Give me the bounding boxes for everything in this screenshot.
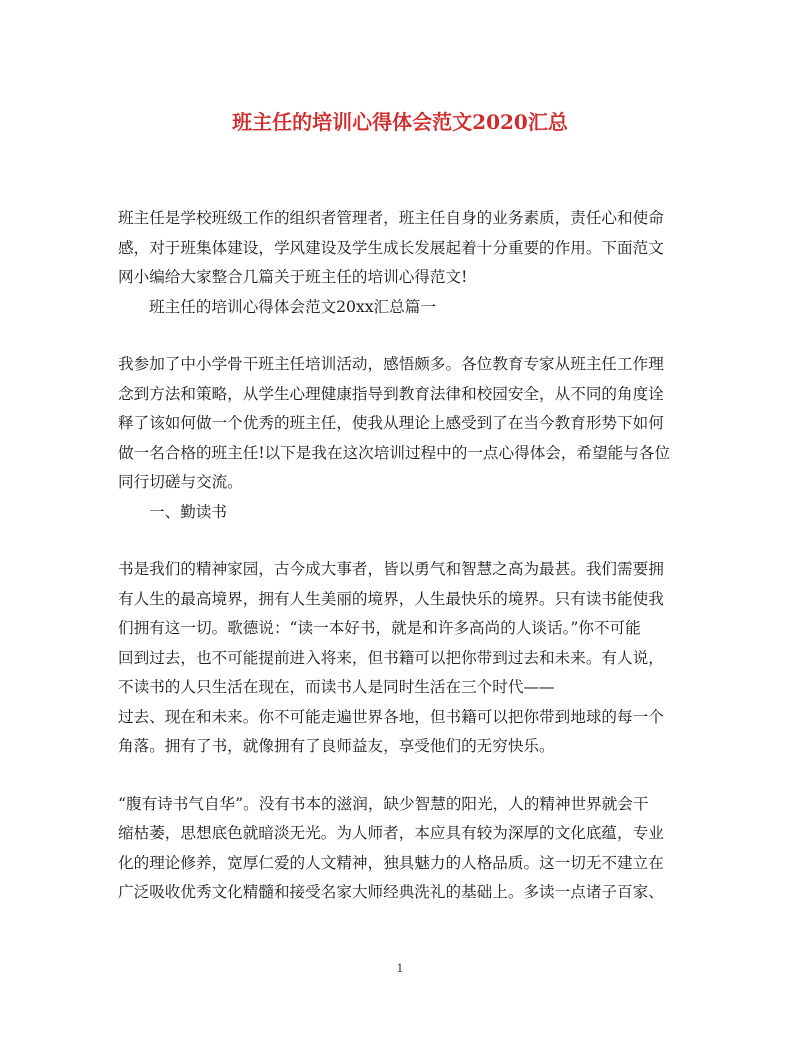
text-line: 不读书的人只生活在现在，而读书人是同时生活在三个时代—— [118, 678, 555, 696]
page-number: 1 [396, 962, 404, 975]
text-line: “腹有诗书气自华”。没有书本的滋润，缺少智慧的阳光，人的精神世界就会干 [118, 794, 649, 813]
text-line: 念到方法和策略，从学生心理健康指导到教育法律和校园安全，从不同的角度诠 [118, 384, 664, 403]
body-paragraph [118, 350, 684, 498]
text-line: 缩枯萎，思想底色就暗淡无光。为人师者，本应具有较为深厚的文化底蕴，专业 [118, 824, 664, 842]
body-paragraph [118, 555, 684, 762]
text-line: 我参加了中小学骨干班主任培训活动，感悟颇多。各位教育专家从班主任工作理 [118, 355, 664, 373]
text-line: 化的理论修养，宽厚仁爱的人文精神，独具魅力的人格品质。这一切无不建立在 [118, 853, 664, 872]
section-heading [118, 293, 684, 323]
text-line: 网小编给大家整合几篇关于班主任的培训心得范文! [118, 268, 468, 286]
text-line: 角落。拥有了书，就像拥有了良师益友，享受他们的无穷快乐。 [118, 737, 555, 755]
document-title: 班主任的培训心得体会范文2020汇总 [232, 110, 568, 134]
text-line: 一、勤读书 [149, 502, 227, 521]
text-line: 班主任的培训心得体会范文20xx汇总篇一 [149, 297, 436, 316]
text-line: 释了该如何做一个优秀的班主任，使我从理论上感受到了在当今教育形势下如何 [118, 414, 664, 432]
text-line: 感，对于班集体建设，学风建设及学生成长发展起着十分重要的作用。下面范文 [118, 238, 664, 257]
body-paragraph [118, 790, 684, 908]
text-line: 做一名合格的班主任!以下是我在这次培训过程中的一点心得体会，希望能与各位 [118, 443, 671, 462]
text-line: 同行切磋与交流。 [118, 473, 243, 491]
subsection-heading [118, 498, 684, 528]
text-line: 回到过去，也不可能提前进入将来，但书籍可以把你带到过去和未来。有人说， [118, 648, 664, 667]
text-line: 书是我们的精神家园，古今成大事者，皆以勇气和智慧之高为最甚。我们需要拥 [118, 560, 664, 578]
intro-paragraph [118, 204, 684, 293]
text-line: 们拥有这一切。歌德说：“读一本好书，就是和许多高尚的人谈话。”你不可能 [118, 619, 641, 637]
text-line: 班主任是学校班级工作的组织者管理者，班主任自身的业务素质，责任心和使命 [118, 209, 664, 227]
text-line: 过去、现在和未来。你不可能走遍世界各地，但书籍可以把你带到地球的每一个 [118, 707, 664, 726]
document-body [118, 204, 684, 908]
text-line: 有人生的最高境界，拥有人生美丽的境界，人生最快乐的境界。只有读书能使我 [118, 589, 664, 608]
text-line: 广泛吸收优秀文化精髓和接受名家大师经典洗礼的基础上。多读一点诸子百家、 [118, 883, 664, 901]
